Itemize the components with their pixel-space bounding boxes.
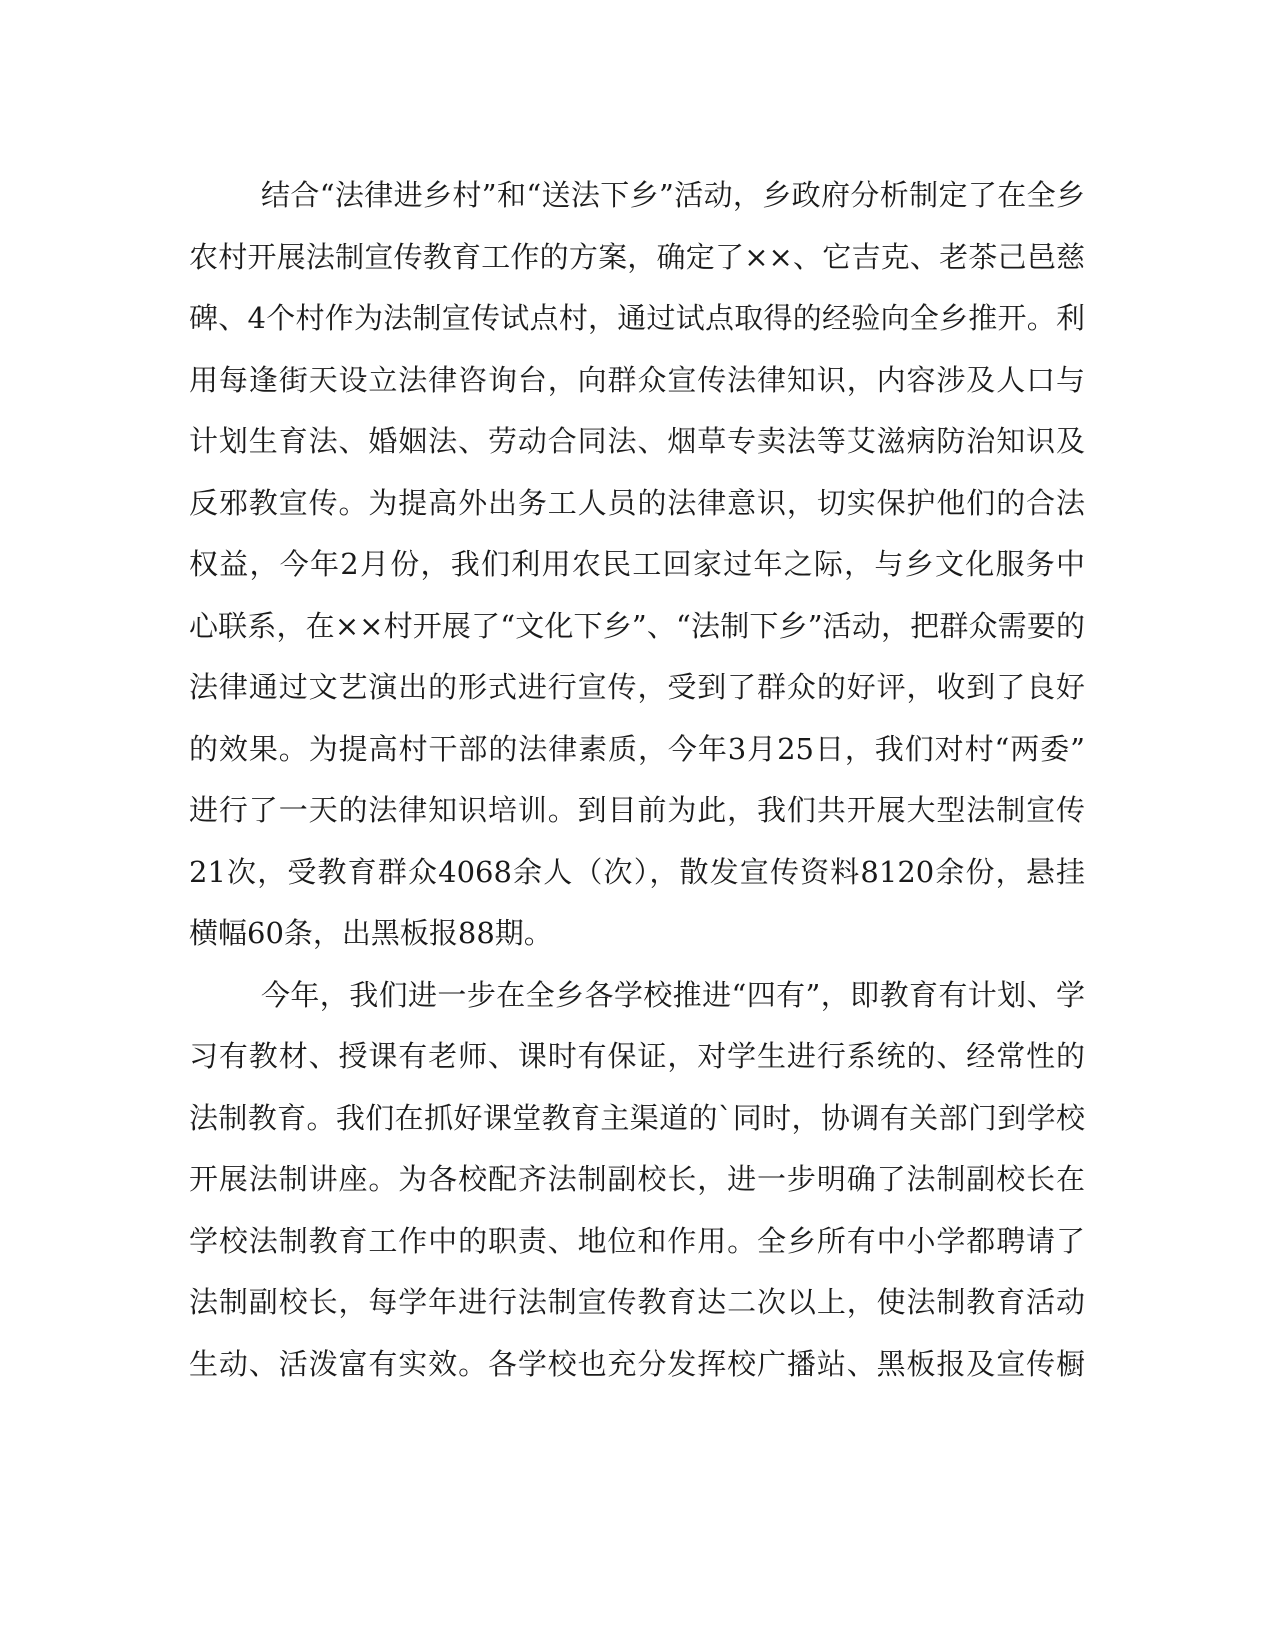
text-line: 用每逢街天设立法律咨询台，向群众宣传法律知识，内容涉及人口与: [189, 362, 1085, 397]
text-line: 权益，今年2月份，我们利用农民工回家过年之际，与乡文化服务中: [189, 547, 1085, 581]
text-line: 21次，受教育群众4068余人（次），散发宣传资料8120余份，悬挂: [189, 854, 1085, 889]
text-line: 反邪教宣传。为提高外出务工人员的法律意识，切实保护他们的合法: [189, 485, 1085, 520]
paragraph-school-education: [189, 965, 1085, 1396]
text-line: 法制副校长，每学年进行法制宣传教育达二次以上，使法制教育活动: [189, 1285, 1085, 1319]
text-line: 今年，我们进一步在全乡各学校推进“四有”，即教育有计划、学: [261, 977, 1085, 1012]
text-line: 的效果。为提高村干部的法律素质，今年3月25日，我们对村“两委”: [189, 731, 1085, 766]
text-line: 学校法制教育工作中的职责、地位和作用。全乡所有中小学都聘请了: [189, 1223, 1085, 1258]
text-line: 结合“法律进乡村”和“送法下乡”活动，乡政府分析制定了在全乡: [261, 178, 1085, 212]
text-line: 生动、活泼富有实效。各学校也充分发挥校广播站、黑板报及宣传橱: [189, 1346, 1085, 1381]
text-line: 习有教材、授课有老师、课时有保证，对学生进行系统的、经常性的: [189, 1039, 1085, 1073]
text-line: 横幅60条，出黑板报88期。: [189, 916, 553, 950]
text-line: 进行了一天的法律知识培训。到目前为此，我们共开展大型法制宣传: [189, 793, 1085, 827]
paragraph-legal-outreach: [189, 165, 1085, 965]
text-line: 开展法制讲座。为各校配齐法制副校长，进一步明确了法制副校长在: [189, 1162, 1085, 1196]
text-line: 法制教育。我们在抓好课堂教育主渠道的`同时，协调有关部门到学校: [189, 1100, 1085, 1135]
text-line: 农村开展法制宣传教育工作的方案，确定了××、它吉克、老茶己邑慈: [189, 239, 1085, 274]
text-line: 法律通过文艺演出的形式进行宣传，受到了群众的好评，收到了良好: [189, 670, 1085, 704]
text-line: 心联系，在××村开展了“文化下乡”、“法制下乡”活动，把群众需要的: [189, 608, 1085, 643]
document-body: [189, 165, 1085, 1395]
text-line: 计划生育法、婚姻法、劳动合同法、烟草专卖法等艾滋病防治知识及: [189, 424, 1085, 458]
text-line: 碑、4个村作为法制宣传试点村，通过试点取得的经验向全乡推开。利: [189, 301, 1085, 335]
